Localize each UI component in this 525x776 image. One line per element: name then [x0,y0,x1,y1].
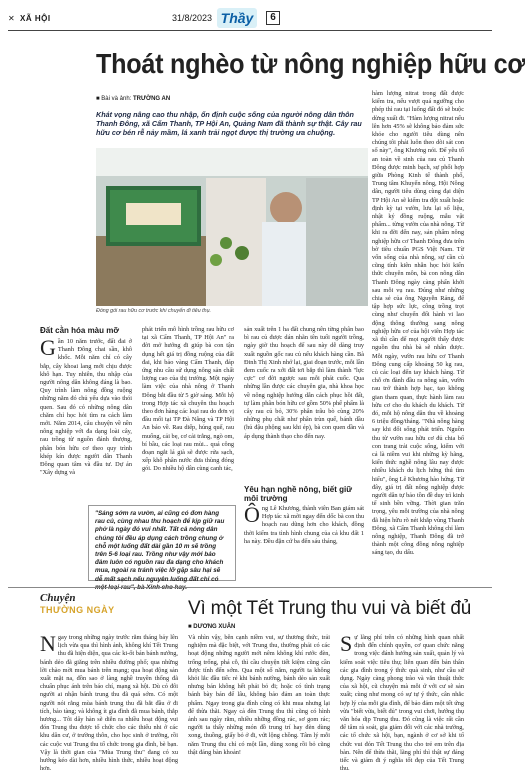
article1-column-1: Gần 10 năm trước, đất đai ở Thanh Đông chai sần, khô khốc. Mỗi năm chỉ có cây bắp, cây khoai lang mới chịu được khô hạn. Tuy nhiên, thu nhập của người nông dân không đáng là bao. Quy trình làm nông đồng ruộng những năm đó chủ yếu dựa vào thói quen. Sau đó có những nông dân chăm chỉ học hỏi tìm ra cách làm mới. Năm 2014, câu chuyện về nền nông nghiệp với đa dạng loài cây, rau trồng từ nguồn đánh thượng, phân bón hữu cơ theo quy trình khép kín được người dân Thanh Đông quan tâm và đầu tư. Dự án "Xây dựng và [40,335,132,477]
article2-column-3: Sự lãng phí trên có những hình quan nhất định đến chính quyền, cơ quan chức năng trong việc đánh hướng sản xuất, quản lý và kiểm soát việc tiêu thụ; liên quan đến bản thân các gia đình trong ý thức quà sinh, như cầu sử dụng. Ngày càng phong trào và văn thuật thức của xã hội, cũ chuyện mà mỗi ứ với cư sẽ sản xuất; cùng như mong có sự tự ý thức, cân nhắc hợp lý của mỗi gia đình, để bảo đảm một tết ứng vừa "biết vừa, biết đủ" trong vui chơi, hướng thụ văn hóa dịp Trung thu. Đó cũng là việc rất cần để tâm rà soát, gia giảm đối với các nhà trường, các tổ chức xã hội, bạn, ngành ở cơ sở khi tổ chức vui đón Tết Trung thu cho trẻ em trên địa bàn. Nên để thừa thãi, lãng phí thì thật sự đáng tiếc và giảm đi ý nghĩa tốt đẹp của Tết Trung thu. [340,631,464,773]
article2-column-1: Ngay trong những ngày trước rằm tháng bảy lên lịch vừa qua thì hình ảnh, không khí Tết Trung thu đã hiện diện, qua các ki-ốt bán bánh nướng, bánh dẻo đã giăng trên nhiều đường phố; qua những lời chào mời mua bánh trên mạng; qua hoạt động sản xuất mặt na, đồn sao ở làng nghề truyền thống đã chuẩn phục ánh trên báo chí, mạng xã hội. Dù có đôi người ai nhận bánh trung thu đã quá sớm. Có một người nói rằng mùa bánh trung thu đã bắt đầu ở đi tích, bảo tàng; và không ít gia đình đã mua bánh, thắp hương... Tôi dây hàn sẽ diễn ra nhiều hoạt động vui đón Trung thu được tổ chức cho các thiếu nhi ở các khu dân cư, ở trường thôn, cho học sinh ở trường, rồi các cuộc vui Trung thu tổ chức trong gia đình, bè bạn. Vậy là thời gian của "Mùa Trung thu" đang có xu hướng kéo dài hơn, nhiều hình thức, nhiều hoạt động hơn. [40,631,178,773]
byline-bullet-icon: ■ [188,624,194,630]
column-tag-subtitle: THƯỜNG NGÀY [40,605,115,615]
byline-prefix: Bài và ảnh: [101,96,132,102]
section-label: XÃ HỘI [20,14,51,23]
subhead-dat-can: Đất cằn hóa màu mỡ [40,326,120,335]
column-tag-title: Chuyện [40,592,76,604]
article1-column-4: hàm lượng nitrat trong đất được kiểm tra, nếu vượt quá ngưỡng cho phép thì rau tại luống đất đó sẽ buộc dừng xuất đi. "Hàm lượng nitrat nếu lên hơn 45% sẽ không bảo đảm sức khỏe cho người tiêu dùng nên chúng tôi phải luôn theo dõi sát con số này", ông Khương nói. Để yêu tố an toàn về sinh của rau củ Thanh Đông được minh bạch, sự phối hợp giữa Phòng Kinh tế thành phố, Trung tâm Khuyến nông, Hội Nông dân, người tiêu dùng cùng đại diện TP Hội An sẽ kiểm tra đột xuất hoặc định kỳ tại vườn, lưu lại số liệu, nhật ký đồng ruộng, mẫu vật phẩm... từng vườn của nhà nông. Từ khi ra đời đến nay, sản phẩm nông nghiệp hữu cơ Thanh Đông đưa trên bờ tiêu chuẩn PGS Việt Nam. Từ vốn sống của nhà nông, sự cần cù cũng tính kiên nhẫn học hỏi kiến thức chuyên môn, bà con nông dân Thanh Đông ngày càng phấn khởi sau mỗi vụ rau. Đúng như những chia sẻ của ông Nguyễn Rảng, để tập hợp sức lực, công trồng trọt cùng như chuyển đổi hành vi lao động thông thường sang nông nghiệp hữu cơ của hội viên Hợp tác xã thì cần để mọi người thấy được nguồn thu nhà bà sẽ nhân được. Mỗi ngày, vườn rau hữu cơ Thanh Đông cung cấp khoảng 50 kg rau, củ các loại đến tay khách hàng. Từ chỗ ơn đành đầu ra nông sản, vườn rau trở thành hợp hạc, tạo không gian tham quan, thực hành làm rau hữu cơ cho du khách du khách. Từ đó, mỗi hộ nông dân thu về khoảng 6 triệu đồng/tháng. "Nhà nông hàng say khi đối sống phát triển. Nguồn thu từ vườn rau hữu cơ đủ chia bổ con trang trải cuộc sống, kiếm với cả là niềm vui khi những kỳ hãng, kiến thức nghề nông lâu nay được nhiều khách du lịch hứng thú tìm hiểu", ông Lê Khương hào hứng. Từ đây, giá trị đất nông nghiệp được người dân tự bảo tồn đề duy trì kinh tế sinh bền vững. Thời gian trăn trọng, yêu mỗi trường của nhà nông đã hiện hữu rõ nét khắp vùng Thanh Đông, xã Cẩm Thanh không chỉ làm nông nghiệp, Thanh Đông đã trở thành một công đồng nông nghiệp sáng tạo, du dấu. [372,90,464,557]
header-rule [8,30,492,31]
article1-column-2: phát triển mô hình trồng rau hữu cơ tại xã Cẩm Thanh, TP Hội An" ra đời mở hướng đi giúp bà con tận dụng hết giá trị đồng ruộng của đất đai, khi bảo vàng Cẩm Thanh, đáp ứng nhu cầu sử dụng nông sản chất lượng cao của thị trường. Một ngày làm việc của nhà nông ở Thanh Đông bắt đầu từ 5 giờ sáng. Mỗi hộ trong Hợp tác xã chuyên thu hoạch theo đơn hàng các loại rau do đơn vị đầu mối tại TP Đà Nẵng và TP Hội An báo về. Rau diếp, húng quế, rau muống, cải bẹ, cơ cải trắng, ngò om, bí bầu, các loại rau mùi... quá công đoạn ngắt lá già sẽ được rửa sạch, xếp khô phân nước đưa thùng đóng gói. Do nhiều hộ dân cùng canh tác, [142,326,234,473]
article2-byline [188,624,235,630]
page-number: 6 [266,11,280,25]
byline-bullet-icon: ■ [96,96,102,102]
photo-illustration [96,148,368,306]
byline-author: TRƯỜNG AN [133,96,171,102]
article2-author: DƯƠNG XUÂN [193,624,236,630]
subhead-yeu-nghe: Yêu hạn nghề nông, biết giữ môi trường [244,485,353,503]
article1-column-3: sản xuất trên 1 ha đất chung nên từng phân bao bì rau củ được dán nhãn tên tuổi người trồng, ngày giờ thu hoạch để sau này dễ dàng truy xuất nguồn gốc rau củ nếu khách hàng cần. Bà Đinh Thị Xinh nhớ lại, giai đoạn trước, mỗi lần đem cuốc ra xới đất tơi bắp thì làm thành "lực cực" cơ đời ngược sau mỗi phát cuốc. Qua những lần được các chuyên gia, nhà khoa học về nông nghiệp hướng dẫn cách phục hồi đất, tự làm phân bón hữu cơ gồm 50% phế phẩm là cây rau củ bỏ, 30% phân trâu bò cùng 20% những phụ chất như phân trùn quế, bánh dầu (hủ đậu phộng sau khi ép), bà con quen dần và áp dụng thành thạo cho đến nay. [244,326,364,440]
article1-photo [96,148,368,306]
column-tag [40,592,115,615]
photo-caption: Đóng gói rau hữu cơ trước khi chuyển đi tiêu thụ. [96,308,211,314]
article1-byline [96,96,170,102]
pull-quote: "Sáng sớm ra vườn, ai cũng có đơn hàng rau củ, cùng nhau thu hoạch để kịp giữ rau phở là ngày đó vui nhất. Tất cả nông dân chúng tôi đều áp dụng cách trồng chung ở chỗ một luống đất dài gần 10 m sẽ trồng trên 5-6 loại rau. Trồng như vậy mới bảo đảm luôn có nguồn rau đa dạng cho khách mua, ngoài ra tránh việc lỡ gặp sâu hại sẽ dễ mất sạch nếu nguyên luống đất chỉ có [88,505,236,581]
section-marker-icon: ✕ [8,14,15,23]
article1-headline: Thoát nghèo từ nông nghiệp hữu cơ [96,48,525,79]
issue-date: 31/8/2023 [172,13,213,23]
masthead-logo: Thầy [217,8,257,28]
article1-column-3b: Ông Lê Khương, thành viên Ban giám sát Hợp tác xã mời ngay đến dốc bà con thu hoạch rau dũng hơn cho khách, đồng thời kiểm tra tình hình chung của cả khu đất 1 ha này. Đều đặn cứ ba đến sáu tháng, [244,502,364,545]
article2-headline: Vì một Tết Trung thu vui và biết đủ [188,598,472,619]
page-header [0,0,500,36]
article2-column-2: Và nhìn vậy, bên cạnh niềm vui, sự thương thức, trải nghiệm mà đặc biệt, với Trung thu, thường phải có các hoạt động những người mới nêm không khí rước đèn, trống trống, phá cỗ, thì cầu chuyện tiết kiệm cũng cần được tính đến sớm. Qua một số năm, người ta không khỏi lắc đầu tiếc rẻ khi bánh nướng, bánh dẻo sản xuất nhưng bán không hết phải bỏ đi; hoặc có tình trạng bánh bày bán để lâu, không bảo đảm an toàn thực phẩm. Ngay trong gia đình cũng có khi mua nhưng lại để thừa thãi. Ngay cả đèn Trung thu thì cũng có hình ảnh sau ngày rằm, nhiều những đồng rác, sơ gom rác; người ta thấy những món đồ trung trí hay đèn dùng xong, thuồng, giấy bỏ ở đi, vứt lộng chồng. Tâm lý mỗi năm Trung thu chỉ có một lần, dùng xong rồi bỏ cũng thật đáng bàn khoản! [188,634,330,756]
article1-lead: Khát vọng nâng cao thu nhập, ổn định cuộc sống của người nông dân thôn Thanh Đông, xã Cẩm Thanh, TP Hội An, Quảng Nam đã thành sự thật. Cây rau hữu cơ bén rễ nảy mầm, lá xanh trải ngọt được thị trường ưa chuộng. [96,110,362,137]
article-separator [8,587,492,588]
